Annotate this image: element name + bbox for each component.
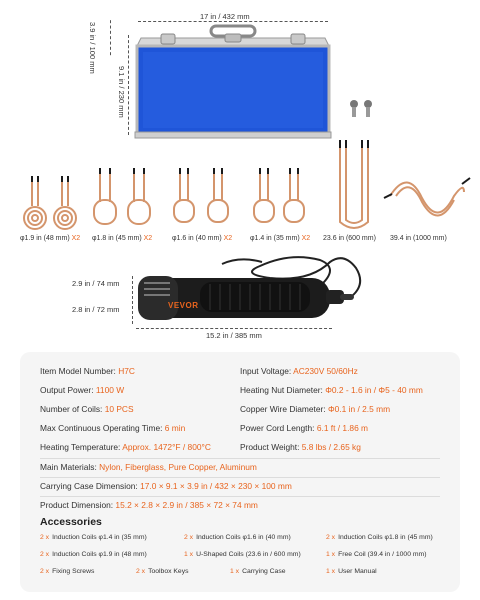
brand-logo: VEVOR (168, 301, 199, 310)
spec-weight: Product Weight: 5.8 lbs / 2.65 kg (240, 442, 361, 452)
spec-power: Output Power: 1100 W (40, 385, 125, 395)
coil-label-48mm: φ1.9 in (48 mm) X2 (20, 235, 81, 242)
spec-voltage: Input Voltage: AC230V 50/60Hz (240, 366, 358, 376)
handle-dimension-top: 2.9 in / 74 mm (72, 279, 120, 288)
spec-nut-diameter: Heating Nut Diameter: Φ0.2 - 1.6 in / Φ5 - 40 mm (240, 385, 423, 395)
coil-set (18, 138, 478, 238)
handle-dimension-length: 15.2 in / 385 mm (136, 326, 332, 342)
accessory-item: 2 x Toolbox Keys (136, 568, 189, 575)
case-dimension-height: 9.1 in / 230 mm (117, 66, 126, 118)
spec-operating-time: Max Continuous Operating Time: 6 min (40, 423, 186, 433)
accessory-item: 1 x Free Coil (39.4 in / 1000 mm) (326, 551, 427, 558)
spec-cord-length: Power Cord Length: 6.1 ft / 1.86 m (240, 423, 369, 433)
accessory-item: 2 x Fixing Screws (40, 568, 95, 575)
accessory-item: 1 x U-Shaped Coils (23.6 in / 600 mm) (184, 551, 301, 558)
accessory-item: 1 x User Manual (326, 568, 377, 575)
spec-wire-diameter: Copper Wire Diameter: Φ0.1 in / 2.5 mm (240, 404, 391, 414)
spec-product-dimension: Product Dimension: 15.2 × 2.8 × 2.9 in / 385 × 72 × 74 mm (40, 500, 258, 510)
toolbox-keys (346, 98, 376, 120)
spec-materials: Main Materials: Nylon, Fiberglass, Pure Copper, Aluminum (40, 462, 257, 472)
carrying-case (133, 22, 333, 140)
accessory-item: 2 x Induction Coils φ1.8 in (45 mm) (326, 534, 433, 541)
accessories-title: Accessories (40, 516, 102, 528)
case-dimension-depth: 3.9 in / 100 mm (88, 22, 97, 74)
spec-model: Item Model Number: H7C (40, 366, 135, 376)
accessory-item: 1 x Carrying Case (230, 568, 286, 575)
handle-dimension-bottom: 2.8 in / 72 mm (72, 305, 120, 314)
coil-label-600mm: 23.6 in (600 mm) (323, 235, 376, 242)
accessory-item: 2 x Induction Coils φ1.6 in (40 mm) (184, 534, 291, 541)
coil-label-40mm: φ1.6 in (40 mm) X2 (172, 235, 233, 242)
case-dimension-width: 17 in / 432 mm (138, 12, 328, 24)
induction-heater-handle (130, 248, 380, 334)
spec-card (20, 352, 460, 592)
coil-label-35mm: φ1.4 in (35 mm) X2 (250, 235, 311, 242)
accessory-item: 2 x Induction Coils φ1.9 in (48 mm) (40, 551, 147, 558)
spec-case-dimension: Carrying Case Dimension: 17.0 × 9.1 × 3.9 in / 432 × 230 × 100 mm (40, 481, 292, 491)
accessory-item: 2 x Induction Coils φ1.4 in (35 mm) (40, 534, 147, 541)
spec-coils: Number of Coils: 10 PCS (40, 404, 134, 414)
spec-temperature: Heating Temperature: Approx. 1472°F / 800°C (40, 442, 211, 452)
coil-label-1000mm: 39.4 in (1000 mm) (390, 235, 447, 242)
coil-label-45mm: φ1.8 in (45 mm) X2 (92, 235, 153, 242)
